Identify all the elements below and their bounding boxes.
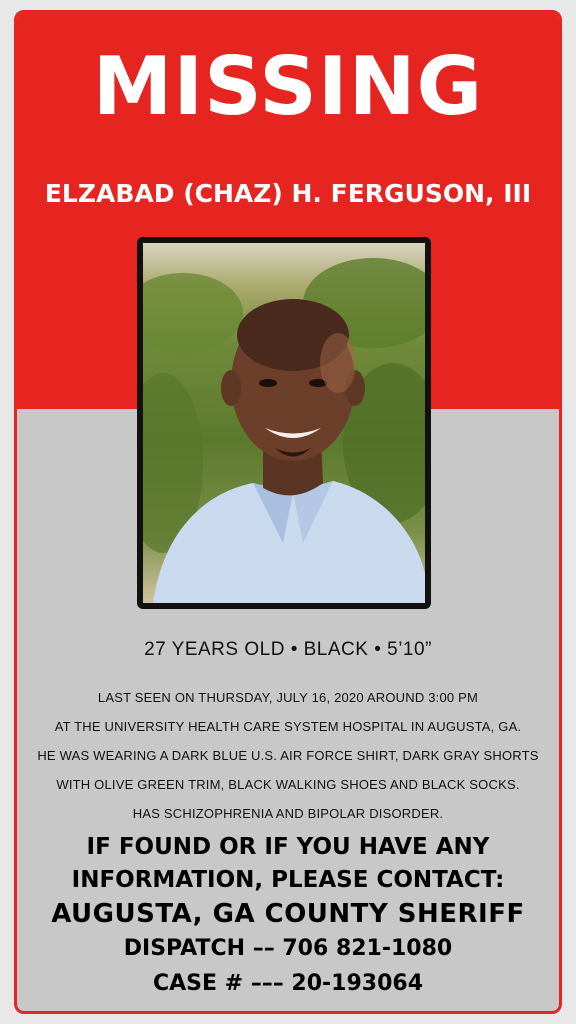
details-line: HE WAS WEARING A DARK BLUE U.S. AIR FORCE SHIRT, DARK GRAY SHORTS — [37, 748, 539, 763]
person-name: ELZABAD (CHAZ) H. FERGUSON, III — [44, 179, 532, 208]
missing-poster — [14, 10, 562, 1014]
poster-title: MISSING — [92, 40, 484, 133]
last-seen-details — [17, 683, 559, 828]
contact-line: INFORMATION, PLEASE CONTACT: — [71, 867, 505, 893]
details-line: LAST SEEN ON THURSDAY, JULY 16, 2020 AROUND 3:00 PM — [97, 690, 479, 705]
contact-line: IF FOUND OR IF YOU HAVE ANY — [86, 834, 490, 860]
dispatch-phone: DISPATCH –– 706 821-1080 — [123, 936, 453, 961]
contact-agency: AUGUSTA, GA COUNTY SHERIFF — [51, 899, 525, 929]
portrait-illustration — [143, 243, 425, 603]
contact-block — [17, 831, 559, 1001]
details-line: HAS SCHIZOPHRENIA AND BIPOLAR DISORDER. — [132, 806, 444, 821]
details-line: WITH OLIVE GREEN TRIM, BLACK WALKING SHOES AND BLACK SOCKS. — [56, 777, 520, 792]
person-photo — [143, 243, 425, 603]
case-number: CASE # ––– 20-193064 — [152, 971, 424, 996]
person-stats: 27 YEARS OLD • BLACK • 5’10” — [144, 639, 432, 660]
photo-frame — [137, 237, 431, 609]
details-line: AT THE UNIVERSITY HEALTH CARE SYSTEM HOSPITAL IN AUGUSTA, GA. — [54, 719, 522, 734]
